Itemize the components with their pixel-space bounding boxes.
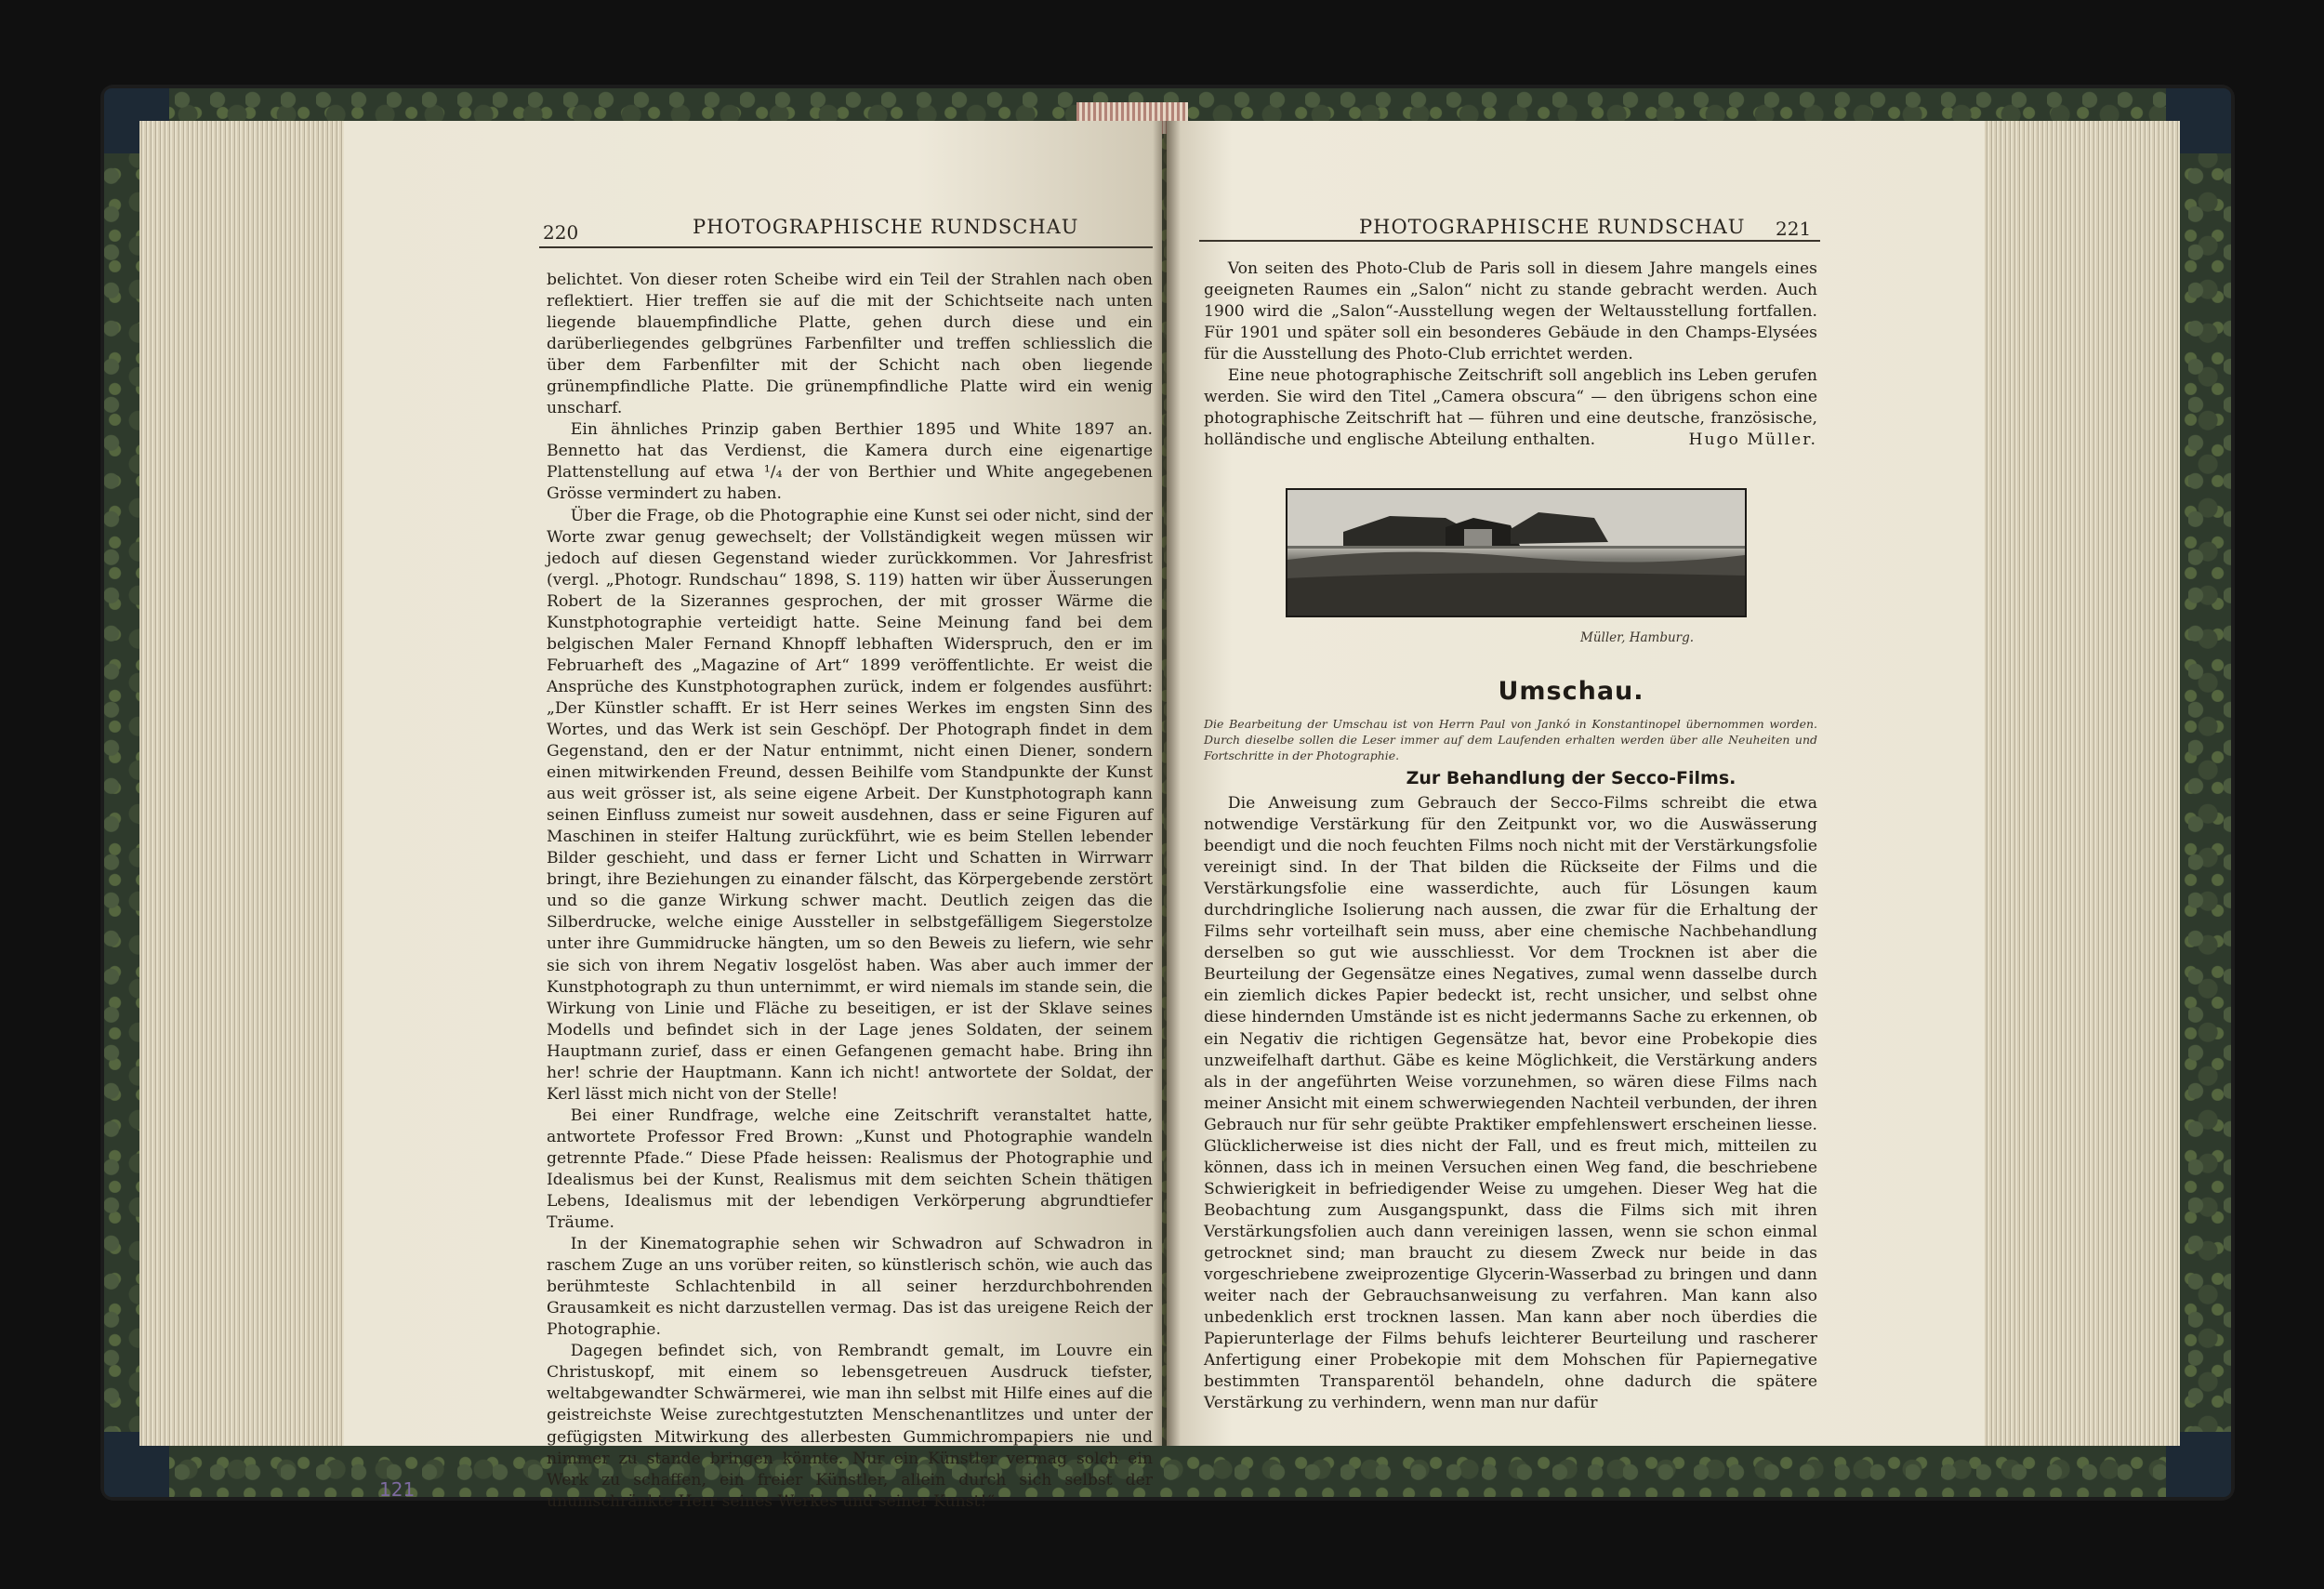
- paragraph: Über die Frage, ob die Photographie eine Kunst sei oder nicht, sind der Worte zwar genug gewechselt; der Vollständigkeit wegen müssen wir jedoch auf diesen Gegenstand wieder zurückkommen. Vor Jahresfrist (vergl. „Photogr. Rundschau“ 1898, S. 119) hatten wir über Äusserungen Robert de la Sizerannes gesprochen, der mit grosser Wärme die Kunstphotographie verteidigt hatte. Seine Meinung fand bei dem belgischen Maler Fernand Khnopff lebhaften Widerspruch, den er im Februarheft des „Magazine of Art“ 1899 veröffentlichte. Er weist die Ansprüche des Kunstphotographen zurück, indem er folgendes ausführt: „Der Künstler schafft. Er ist Herr seines Werkes im engsten Sinn des Wortes, und das Werk ist sein Geschöpf. Der Photograph findet in dem Gegenstand, den er der Natur entnimmt, nicht einen Diener, sondern einen mitwirkenden Freund, dessen Beihilfe vom Standpunkte der Kunst aus weit grösser ist, als seine eigene Arbeit. Der Kunstphotograph kann seinen Einfluss zumeist nur soweit ausdehnen, dass er seine Figuren auf Maschinen in steifer Haltung zurückführt, wie es beim Stellen lebender Bilder geschieht, und dass er ferner Licht und Schatten in Wirrwarr bringt, ihre Beziehungen zu einander fälscht, das Körpergebende zerstört und so die ganze Wirkung schwer macht. Deutlich zeigen das die Silberdrucke, welche einige Aussteller in selbstgefälligem Siegerstolze unter ihre Gummidrucke hängten, um so den Beweis zu liefern, wie sehr sie sich von ihrem Negativ losgelöst haben. Was aber auch immer der Kunstphotograph zu thun unternimmt, er wird niemals im stande sein, die Wirkung von Linie und Fläche zu beseitigen, er ist der Sklave seines Modells und befindet sich in der Lage jenes Soldaten, der seinem Hauptmann zurief, dass er einen Gefangenen gemacht habe. Bring ihn her! schrie der Hauptmann. Kann ich nicht! antwortete der Soldat, der Kerl lässt mich nicht von der Stelle!: [547, 506, 1153, 1104]
- section-title: Umschau.: [1498, 677, 1644, 706]
- left-header-rule: [539, 246, 1153, 248]
- paragraph: In der Kinematographie sehen wir Schwadron auf Schwadron in raschem Zuge an uns vorüber reiten, so künstlerisch schön, wie auch das berühmteste Schlachtenbild in all seiner herzdurchbohrenden Grausamkeit es nicht darzustellen vermag. Das ist das ureigene Reich der Photographie.: [547, 1235, 1153, 1340]
- paragraph: Ein ähnliches Prinzip gaben Berthier 1895 und White 1897 an. Bennetto hat das Verdienst, die Kamera durch eine eigenartige Plattenstellung auf etwa ¹/₄ der von Berthier und White angegebenen Grösse vermindert zu haben.: [547, 420, 1153, 504]
- paragraph: Bei einer Rundfrage, welche eine Zeitschrift veranstaltet hatte, antwortete Professor Fred Brown: „Kunst und Photographie wandeln getrennte Pfade.“ Diese Pfade heissen: Realismus der Photographie und Idealismus bei der Kunst, Realismus mit dem seichten Schein thätigen Lebens, Idealismus mit der lebendigen Verkörperung abgrundtiefer Träume.: [547, 1106, 1153, 1233]
- paragraph: Von seiten des Photo-Club de Paris soll in diesem Jahre mangels eines geeigneten Raumes ein „Salon“ nicht zu stande gebracht werden. Auch 1900 wird die „Salon“-Ausstellung wegen der Weltausstellung fortfallen. Für 1901 und später soll ein besonderes Gebäude in den Champs-Elysées für die Ausstellung des Photo-Club errichtet werden.: [1204, 259, 1817, 364]
- right-page-edges: [1980, 121, 2180, 1446]
- subsection-title: Zur Behandlung der Secco-Films.: [1406, 768, 1736, 788]
- right-running-head: PHOTOGRAPHISCHE RUNDSCHAU: [1359, 216, 1746, 238]
- photo-credit: Müller, Hamburg.: [1580, 630, 1695, 645]
- right-page-number: 221: [1776, 218, 1812, 240]
- left-page-number: 220: [543, 221, 579, 244]
- pencil-mark: 121: [379, 1478, 416, 1501]
- paragraph: Dagegen befindet sich, von Rembrandt gemalt, im Louvre ein Christuskopf, mit einem so lebensgetreuen Ausdruck tiefster, weltabgewandter Schwärmerei, wie man ihn selbst mit Hilfe eines auf die geistreichste Weise zurechtgestutzten Menschenantlitzes und unter der gefügigsten Mitwirkung des allerbesten Gummichrompapiers nie und nimmer zu stande bringen könnte. Nur ein Künstler vermag solch ein Werk zu schaffen, ein freier Künstler, allein durch sich selbst der unumschränkte Herr seines Werkes und seiner Kunst!“: [547, 1342, 1153, 1511]
- left-page-edges: [139, 121, 346, 1446]
- section-note: Die Bearbeitung der Umschau ist von Herrn Paul von Jankó in Konstantinopel übernommen worden. Durch dieselbe sollen die Leser immer auf dem Laufenden erhalten werden über alle Neuheiten und Fortschritte in der Photographie.: [1204, 717, 1817, 762]
- signature: Hugo Müller.: [1688, 430, 1817, 450]
- paragraph: belichtet. Von dieser roten Scheibe wird ein Teil der Strahlen nach oben reflektiert. Hier treffen sie auf die mit der Schichtseite nach unten liegende blauempfindliche Platte, gehen durch diese und ein darüberliegendes gelbgrünes Farbenfilter und treffen schliesslich die über dem Farbenfilter mit der Schicht nach oben liegende grünempfindliche Platte. Die grünempfindliche Platte wird ein wenig unscharf.: [547, 271, 1153, 418]
- left-page-text: [547, 270, 1153, 1513]
- paragraph: Die Anweisung zum Gebrauch der Secco-Films schreibt die etwa notwendige Verstärkung für den Zeitpunkt vor, wo die Auswässerung beendigt und die noch feuchten Films noch nicht mit der Verstärkungsfolie vereinigt sind. In der That bilden die Rückseite der Films und die Verstärkungsfolie eine wasserdichte, auch für Lösungen kaum durchdringliche Isolierung nach aussen, die zwar für die Erhaltung der Films sehr vorteilhaft sein muss, aber eine chemische Nachbehandlung derselben so gut wie ausschliesst. Vor dem Trocknen ist aber die Beurteilung der Gegensätze eines Negatives, zumal wenn dasselbe durch ein ziemlich dickes Papier bedeckt ist, recht unsicher, und selbst ohne diese hindernden Umstände ist es nicht jedermanns Sache zu erkennen, ob ein Negativ die richtigen Gegensätze hat, bevor eine Probekopie dies unzweifelhaft darthut. Gäbe es keine Möglichkeit, die Verstärkung anders als in der angeführten Weise vorzunehmen, so wären diese Films nach meiner Ansicht mit einem schwerwiegenden Nachteil verbunden, der ihren Gebrauch nur für sehr geübte Praktiker empfehlenswert erscheinen liesse. Glücklicherweise ist dies nicht der Fall, und es freut mich, mitteilen zu können, dass ich in meinen Versuchen einen Weg fand, die beschriebene Schwierigkeit in befriedigender Weise zu umgehen. Dieser Weg hat die Beobachtung zum Ausgangspunkt, dass die Films sich mit ihren Verstärkungsfolien auch dann vereinigen lassen, wenn sie schon einmal getrocknet sind; man braucht zu diesem Zweck nur beide in das vorgeschriebene zweiprozentige Glycerin-Wasserbad zu bringen und dann weiter nach der Gebrauchsanweisung zu verfahren. Man kann also unbedenklich erst trocknen lassen. Man kann aber noch überdies die Papierunterlage der Films behufs leichterer Beurteilung und rascherer Anfertigung einer Probekopie mit dem Mohschen für Papiernegative bestimmten Transparentöl behandeln, ohne dadurch die spätere Verstärkung zu verhindern, wenn man nur dafür: [1204, 794, 1817, 1413]
- landscape-photograph: [1286, 488, 1747, 617]
- right-header-rule: [1199, 240, 1820, 242]
- paragraph: Eine neue photographische Zeitschrift soll angeblich ins Leben gerufen werden. Sie wird den Titel „Camera obscura“ — den übrigens schon eine photographische Zeitschrift hat — führen und eine deutsche, französische, holländische und englische Abteilung enthalten.: [1204, 366, 1817, 450]
- book-gutter: [1153, 121, 1181, 1446]
- right-page-top-text: [1204, 258, 1817, 451]
- farmhouse-image: [1287, 490, 1745, 616]
- left-running-head: PHOTOGRAPHISCHE RUNDSCHAU: [693, 216, 1079, 238]
- right-page-body-text: [1204, 793, 1817, 1414]
